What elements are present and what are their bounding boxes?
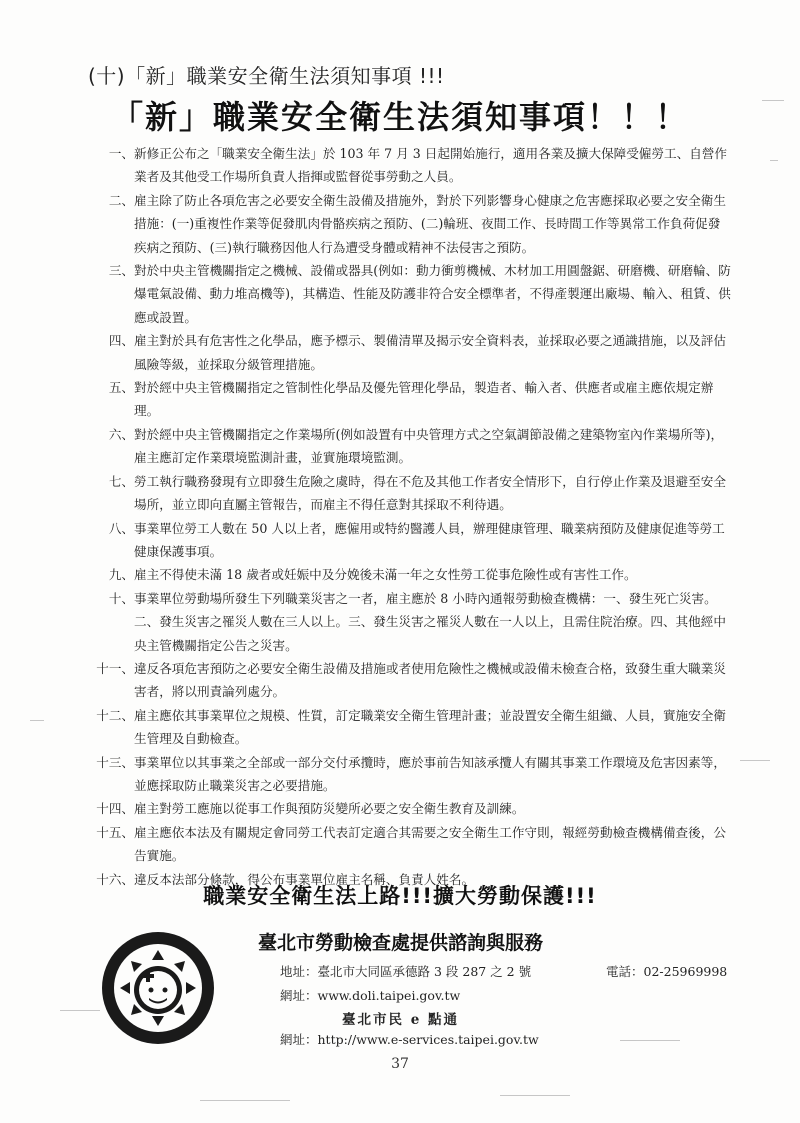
clause-item [92,751,732,798]
clause-item [92,797,732,820]
clause-number: 七、 [108,473,134,489]
clause-number: 十三、 [96,754,134,770]
main-title: 「新」職業安全衛生法須知事項！！！ [110,98,689,136]
clause-text: 對於中央主管機關指定之機械、設備或器具(例如：動力衝剪機械、木材加工用圓盤鋸、研磨機、研磨輪、防爆電氣設備、動力堆高機等)，其構造、性能及防護非符合安全標準者，不得產製運出廠場、輸入、租賃、供應或設置。 [134,263,731,325]
clause-number: 十四、 [96,801,134,817]
section-heading: (十)「新」職業安全衛生法須知事項 !!! [88,64,445,88]
clause-item [92,142,732,189]
clause-text: 勞工執行職務發現有立即發生危險之虞時，得在不危及其他工作者安全情形下，自行停止作業及退避至安全場所，並立即向直屬主管報告，而雇主不得任意對其採取不利待遇。 [134,473,726,513]
clause-item [92,704,732,751]
clause-number: 二、 [108,192,134,208]
clause-text: 雇主對於具有危害性之化學品，應予標示、製備清單及揭示安全資料表，並採取必要之通識措施，以及評估風險等級，並採取分級管理措施。 [134,333,726,372]
clause-text: 違反各項危害預防之必要安全衛生設備及措施或者使用危險性之機械或設備未檢查合格，致發生重大職業災害者，將以刑責論列處分。 [134,660,726,700]
clause-number: 九、 [108,567,134,583]
clause-number: 六、 [108,426,134,442]
clause-text: 雇主應依本法及有關規定會同勞工代表訂定適合其需要之安全衛生工作守則，報經勞動檢查機構備查後，公告實施。 [134,824,726,864]
page-number: 37 [391,1056,409,1072]
clause-text: 事業單位勞動場所發生下列職業災害之一者，雇主應於 8 小時內通報勞動檢查機構：一、發生死亡災害。二、發生災害之罹災人數在三人以上。三、發生災害之罹災人數在一人以上，且需住院治療。四、其他經中央主管機關指定公告之災害。 [134,590,726,653]
clause-number: 十六、 [96,871,134,887]
clause-number: 八、 [108,520,134,536]
clause-number: 十、 [108,590,134,606]
clause-item [92,563,732,586]
clause-item [92,470,732,517]
clause-number: 十五、 [96,824,134,840]
clause-text: 違反本法部分條款，得公布事業單位雇主名稱、負責人姓名。 [134,871,475,887]
clause-number: 一、 [108,146,134,161]
clause-text: 事業單位勞工人數在 50 人以上者，應僱用或特約醫護人員，辦理健康管理、職業病預防及健康促進等勞工健康保護事項。 [134,520,725,559]
eservice-url: 網址：http://www.e-services.taipei.gov.tw [280,1032,539,1047]
agency-website: 網址：www.doli.taipei.gov.tw [280,988,461,1003]
clause-item [92,259,732,329]
agency-address: 地址：臺北市大同區承德路 3 段 287 之 2 號 [280,964,532,979]
clause-text: 對於經中央主管機關指定之作業場所(例如設置有中央管理方式之空氣調節設備之建築物室內作業場所等)，雇主應訂定作業環境監測計畫，並實施環境監測。 [134,426,724,466]
clause-number: 十二、 [96,707,134,723]
clause-list [92,142,732,891]
agency-name: 臺北市勞動檢查處提供諮詢與服務 [258,932,544,954]
clause-number: 四、 [108,333,134,349]
clause-text: 雇主除了防止各項危害之必要安全衛生設備及措施外，對於下列影響身心健康之危害應採取必要之安全衛生措施：(一)重複性作業等促發肌肉骨骼疾病之預防、(二)輪班、夜間工作、長時間工作等異常工作負荷促發疾病之預防、(三)執行職務因他人行為遭受身體或精神不法侵害之預防。 [134,192,726,255]
clause-item [92,329,732,376]
clause-item [92,821,732,868]
clause-number: 五、 [108,380,134,396]
clause-text: 對於經中央主管機關指定之管制性化學品及優先管理化學品，製造者、輸入者、供應者或雇主應依規定辦理。 [134,380,714,419]
clause-text: 事業單位以其事業之全部或一部分交付承攬時，應於事前告知該承攬人有關其事業工作環境及危害因素等，並應採取防止職業災害之必要措施。 [134,754,726,793]
labor-inspection-logo-icon [98,928,218,1048]
clause-item [92,657,732,704]
clause-item [92,517,732,564]
clause-text: 新修正公布之「職業安全衛生法」於 103 年 7 月 3 日起開始施行，適用各業及擴大保障受僱勞工、自營作業者及其他受工作場所負責人指揮或監督從事勞動之人員。 [134,146,728,185]
clause-text: 雇主不得使未滿 18 歲者或妊娠中及分娩後未滿一年之女性勞工從事危險性或有害性工作。 [134,567,637,583]
clause-item [92,587,732,657]
agency-phone: 電話：02-25969998 [606,964,728,979]
clause-item [92,423,732,470]
eservice-name: 臺北市民 e 點通 [342,1012,459,1028]
clause-text: 雇主對勞工應施以從事工作與預防災變所必要之安全衛生教育及訓練。 [134,801,525,817]
clause-item [92,189,732,259]
clause-text: 雇主應依其事業單位之規模、性質，訂定職業安全衛生管理計畫；並設置安全衛生組織、人員，實施安全衛生管理及自動檢查。 [134,707,726,747]
clause-number: 十一、 [96,660,134,676]
clause-item [92,376,732,423]
footer-slogan: 職業安全衛生法上路!!!擴大勞動保護!!! [203,884,597,908]
clause-number: 三、 [108,263,134,279]
